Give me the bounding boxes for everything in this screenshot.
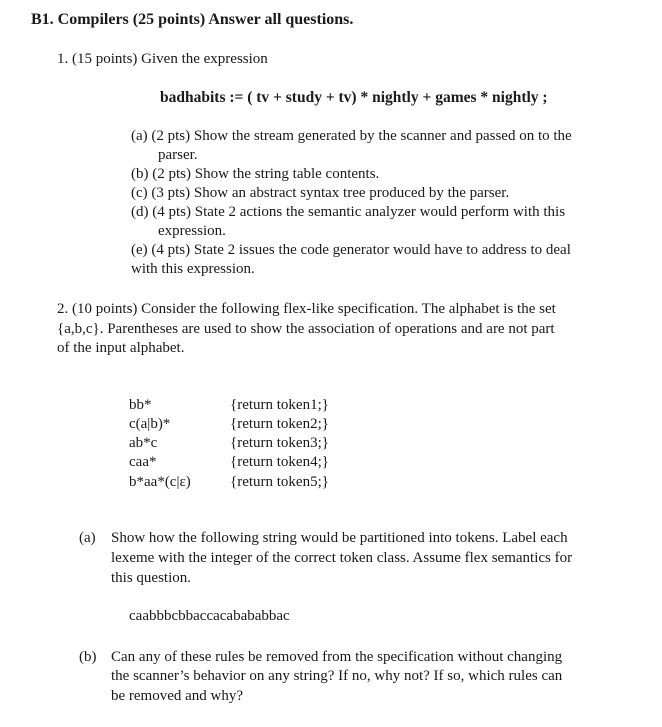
section-heading: B1. Compilers (25 points) Answer all questions. xyxy=(31,11,354,28)
rule-pattern: bb* xyxy=(129,397,152,413)
rule-action: {return token5;} xyxy=(230,474,329,490)
q2-part-a-line3: this question. xyxy=(111,570,192,586)
input-string: caabbbcbbaccacabababbac xyxy=(129,608,290,624)
q2-intro-line3: of the input alphabet. xyxy=(57,340,185,356)
q1-part-c: (c) (3 pts) Show an abstract syntax tree produced by the parser. xyxy=(131,185,510,201)
q1-part-a-line2: parser. xyxy=(158,147,198,163)
q1-part-e-line1: (e) (4 pts) State 2 issues the code generator would have to address to deal xyxy=(131,242,571,258)
rule-pattern: caa* xyxy=(129,454,157,470)
q2-part-a-line1: Show how the following string would be partitioned into tokens. Label each xyxy=(111,530,568,546)
q2-part-b-label: (b) xyxy=(79,649,97,665)
question-1-title: 1. (15 points) Given the expression xyxy=(57,51,268,67)
q2-intro-line2: {a,b,c}. Parentheses are used to show the association of operations and are not part xyxy=(57,321,555,337)
rule-pattern: c(a|b)* xyxy=(129,416,171,432)
q2-part-b-line2: the scanner’s behavior on any string? If no, why not? If so, which rules can xyxy=(111,668,563,684)
q2-part-b-line1: Can any of these rules be removed from the specification without changing xyxy=(111,649,563,665)
rule-action: {return token4;} xyxy=(230,454,329,470)
question-1-expression: badhabits := ( tv + study + tv) * nightly + games * nightly ; xyxy=(160,89,548,106)
q2-intro-line1: 2. (10 points) Consider the following flex-like specification. The alphabet is the set xyxy=(57,301,556,317)
q2-part-a-line2: lexeme with the integer of the correct token class. Assume flex semantics for xyxy=(111,550,573,566)
rule-action: {return token1;} xyxy=(230,397,329,413)
q1-part-b: (b) (2 pts) Show the string table contents. xyxy=(131,166,380,182)
q2-part-b-line3: be removed and why? xyxy=(111,688,244,704)
q1-part-d-line2: expression. xyxy=(158,223,226,239)
q2-part-a-label: (a) xyxy=(79,530,96,546)
q1-part-d-line1: (d) (4 pts) State 2 actions the semantic analyzer would perform with this xyxy=(131,204,566,220)
rule-action: {return token2;} xyxy=(230,416,329,432)
rule-pattern: ab*c xyxy=(129,435,158,451)
rule-pattern: b*aa*(c|ε) xyxy=(129,474,191,490)
q1-part-e-line2: with this expression. xyxy=(131,261,255,277)
q1-part-a-line1: (a) (2 pts) Show the stream generated by the scanner and passed on to the xyxy=(131,128,572,144)
rule-action: {return token3;} xyxy=(230,435,329,451)
